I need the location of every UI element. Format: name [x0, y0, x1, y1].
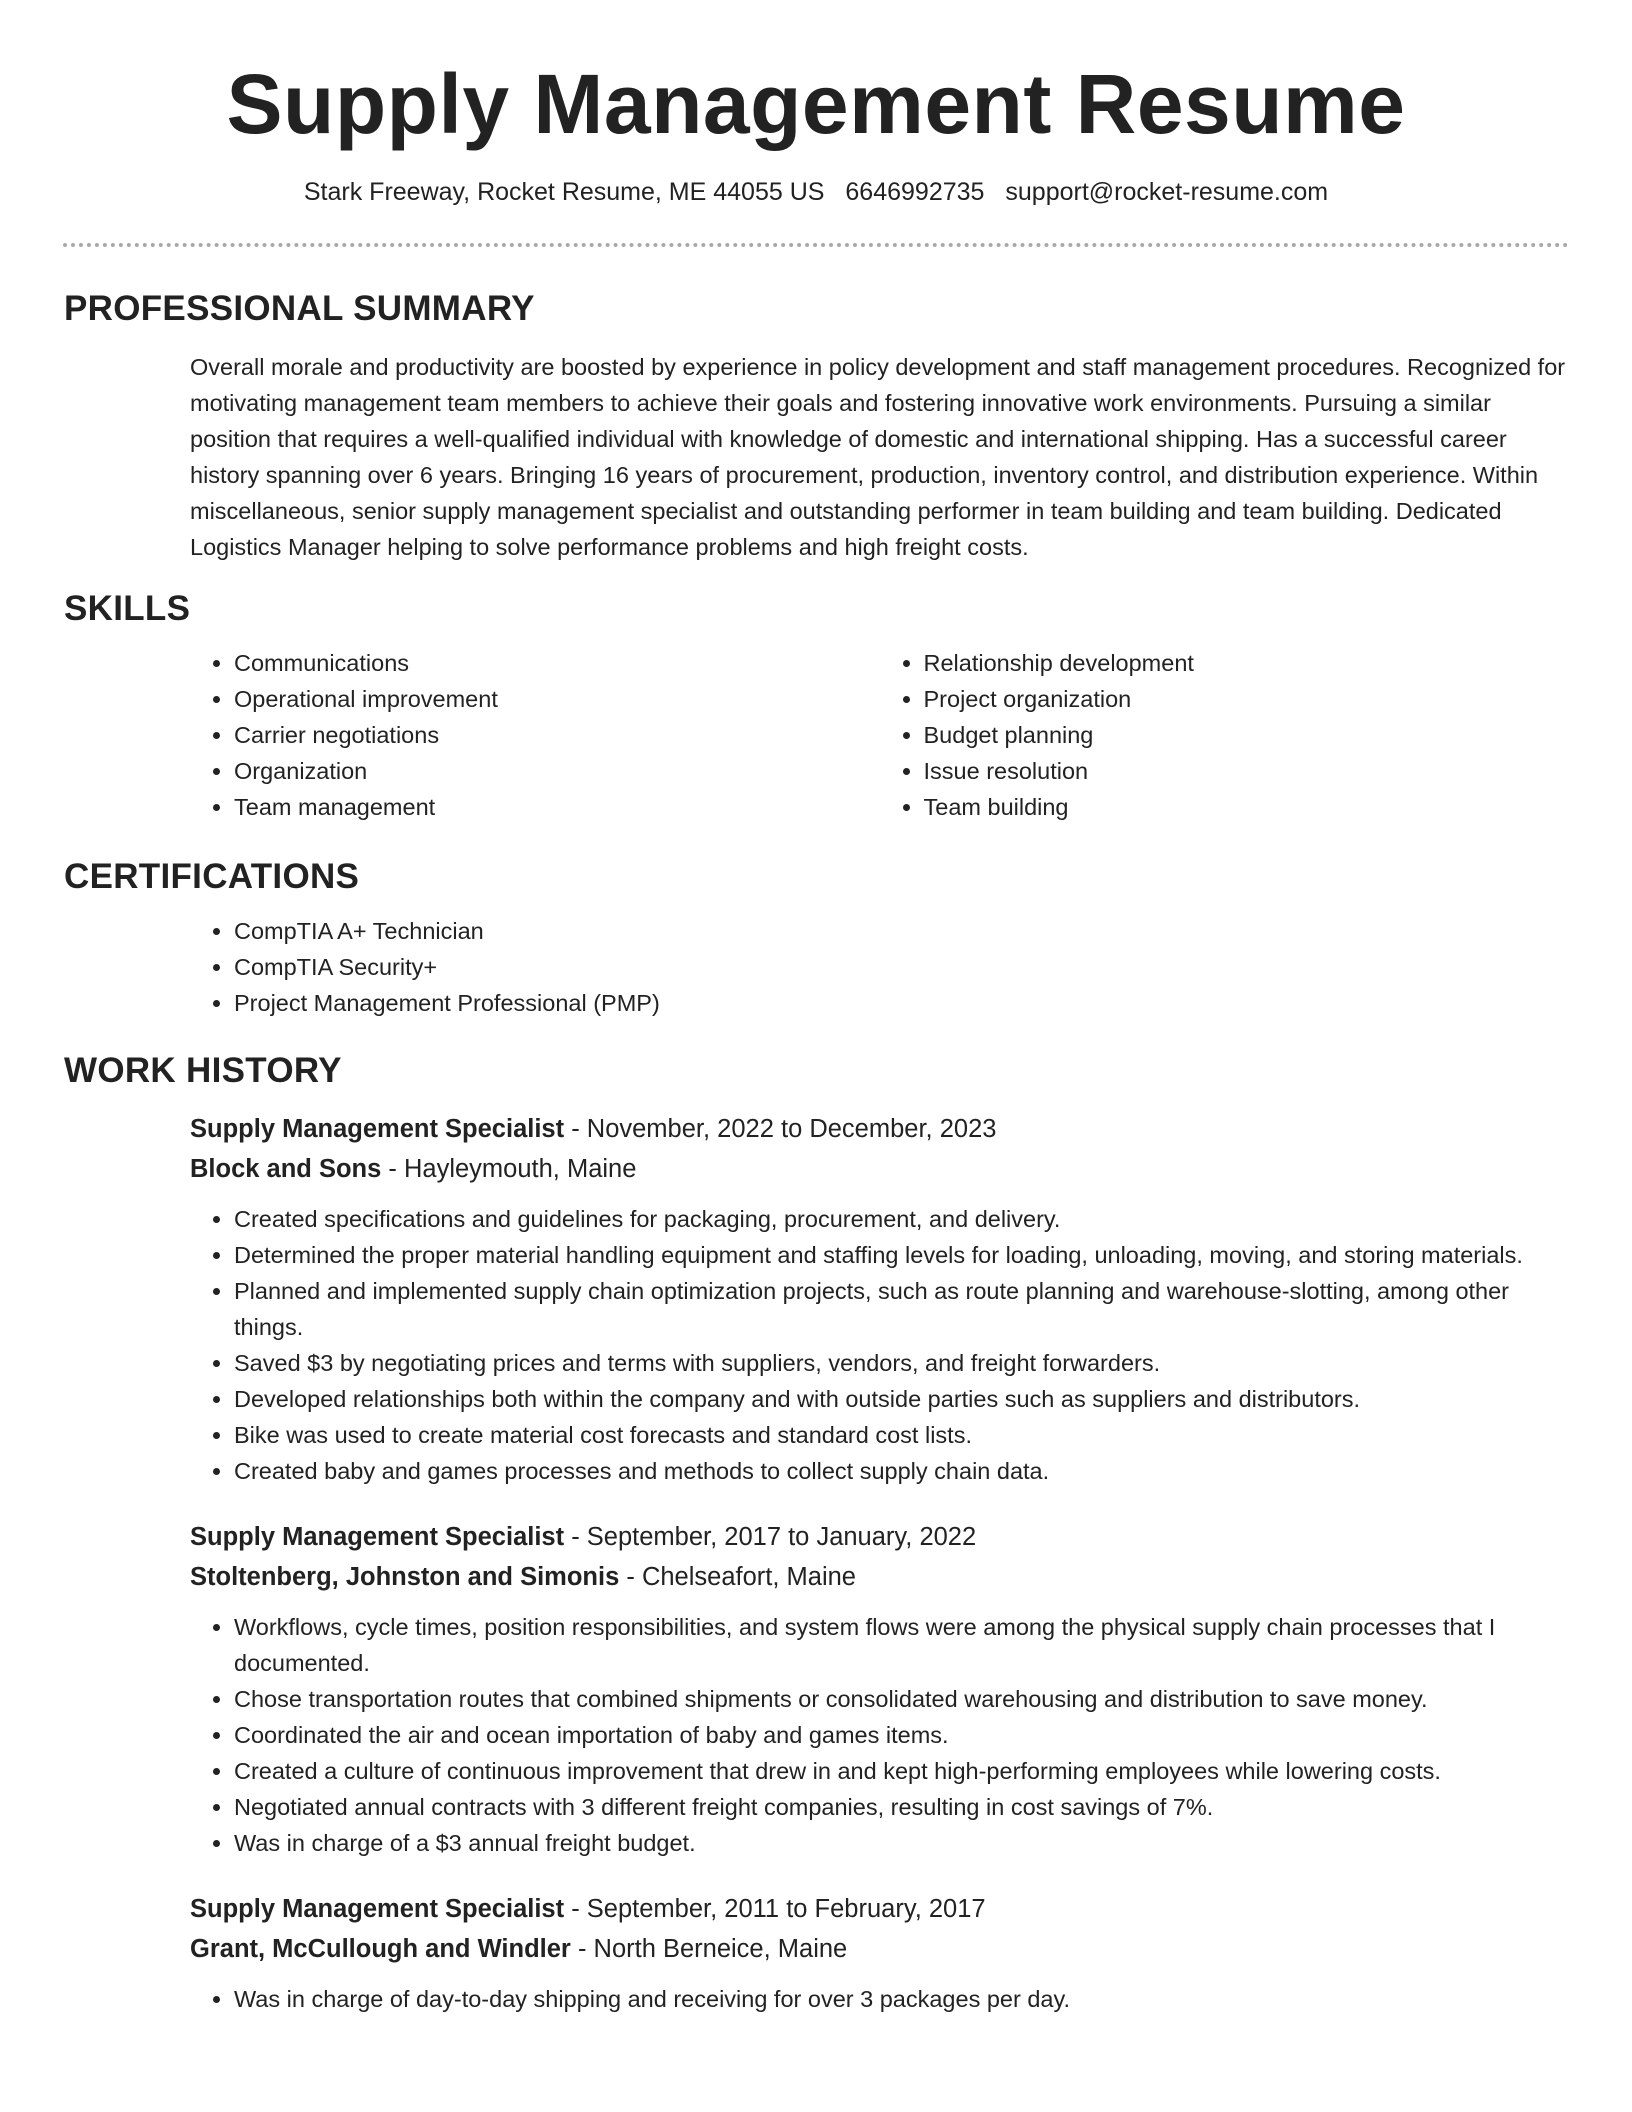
resume-title: Supply Management Resume — [226, 57, 1406, 151]
skills-list-right — [880, 645, 1570, 825]
job-title: Supply Management Specialist — [190, 1523, 565, 1552]
contact-line — [0, 178, 1632, 207]
job-company-line — [190, 1149, 1569, 1189]
skill-item: • Team building — [924, 789, 1570, 825]
skill-item: • Budget planning — [924, 717, 1570, 753]
skill-item: • Operational improvement — [234, 681, 880, 717]
job-title: Supply Management Specialist — [190, 1115, 565, 1144]
job-title-line — [190, 1109, 1569, 1149]
job-dates: - November, 2022 to December, 2023 — [571, 1115, 997, 1144]
skill-item: • Organization — [234, 753, 880, 789]
skill-item: • Relationship development — [924, 645, 1570, 681]
certification-item: • CompTIA Security+ — [234, 949, 1569, 985]
skill-item: • Issue resolution — [924, 753, 1570, 789]
certifications-heading: CERTIFICATIONS — [64, 857, 360, 897]
job-bullet: • Determined the proper material handling equipment and staffing levels for loading, unloading, moving, and storing materials. — [234, 1237, 1569, 1273]
job-dates: - September, 2011 to February, 2017 — [571, 1895, 986, 1924]
job-location: - Chelseafort, Maine — [626, 1563, 856, 1592]
job-company: Stoltenberg, Johnston and Simonis — [190, 1563, 620, 1592]
job-bullet: • Bike was used to create material cost forecasts and standard cost lists. — [234, 1417, 1569, 1453]
job-bullet: • Was in charge of day-to-day shipping and receiving for over 3 packages per day. — [234, 1981, 1569, 2017]
job-company-line — [190, 1557, 1569, 1597]
certifications-block — [190, 913, 1569, 1021]
job-bullet-list — [190, 1981, 1569, 2017]
skills-list-left — [190, 645, 880, 825]
skill-item: • Project organization — [924, 681, 1570, 717]
skill-item: • Team management — [234, 789, 880, 825]
job-bullet: • Developed relationships both within the company and with outside parties such as suppliers and distributors. — [234, 1381, 1569, 1417]
job-entry — [190, 1889, 1569, 2017]
contact-phone: 6646992735 — [845, 178, 985, 207]
job-bullet: • Was in charge of a $3 annual freight budget. — [234, 1825, 1569, 1861]
job-location: - Hayleymouth, Maine — [388, 1155, 637, 1184]
job-company: Block and Sons — [190, 1155, 382, 1184]
job-company: Grant, McCullough and Windler — [190, 1935, 571, 1964]
job-title: Supply Management Specialist — [190, 1895, 565, 1924]
job-bullet: • Created a culture of continuous improvement that drew in and kept high-performing employees while lowering costs. — [234, 1753, 1569, 1789]
certification-item: • Project Management Professional (PMP) — [234, 985, 1569, 1021]
job-bullet: • Workflows, cycle times, position responsibilities, and system flows were among the physical supply chain processes that I documented. — [234, 1609, 1569, 1681]
skills-columns — [190, 645, 1569, 825]
summary-heading: PROFESSIONAL SUMMARY — [64, 289, 535, 329]
summary-text: Overall morale and productivity are boosted by experience in policy development and staff management procedures. Recognized for motivating management team members to achieve their goals and fostering innovative work environments. Pursuing a similar position that requires a well-qualified individual with knowledge of domestic and international shipping. Has a successful career history spanning over 6 years. Bringing 16 years of procurement, production, inventory control, and distribution experience. Within miscellaneous, senior supply management specialist and outstanding performer in team building and team building. Dedicated Logistics Manager helping to solve performance problems and high freight costs. — [190, 354, 1566, 561]
certifications-list — [190, 913, 1569, 1021]
contact-email: support@rocket-resume.com — [1005, 178, 1329, 207]
job-company-line — [190, 1929, 1569, 1969]
header-divider — [63, 243, 1569, 247]
job-bullet: • Planned and implemented supply chain optimization projects, such as route planning and warehouse-slotting, among other things. — [234, 1273, 1569, 1345]
job-title-line — [190, 1889, 1569, 1929]
job-dates: - September, 2017 to January, 2022 — [571, 1523, 977, 1552]
job-entry — [190, 1109, 1569, 1489]
job-bullet: • Chose transportation routes that combined shipments or consolidated warehousing and distribution to save money. — [234, 1681, 1569, 1717]
job-bullet-list — [190, 1201, 1569, 1489]
job-bullet: • Saved $3 by negotiating prices and terms with suppliers, vendors, and freight forwarders. — [234, 1345, 1569, 1381]
job-bullet: • Coordinated the air and ocean importation of baby and games items. — [234, 1717, 1569, 1753]
job-location: - North Berneice, Maine — [577, 1935, 848, 1964]
certification-item: • CompTIA A+ Technician — [234, 913, 1569, 949]
contact-address: Stark Freeway, Rocket Resume, ME 44055 US — [303, 178, 825, 207]
job-title-line — [190, 1517, 1569, 1557]
job-bullet-list — [190, 1609, 1569, 1861]
job-bullet: • Negotiated annual contracts with 3 different freight companies, resulting in cost savings of 7%. — [234, 1789, 1569, 1825]
job-entry — [190, 1517, 1569, 1861]
work-history-heading: WORK HISTORY — [64, 1051, 342, 1091]
job-bullet: • Created baby and games processes and methods to collect supply chain data. — [234, 1453, 1569, 1489]
job-bullet: • Created specifications and guidelines for packaging, procurement, and delivery. — [234, 1201, 1569, 1237]
skill-item: • Carrier negotiations — [234, 717, 880, 753]
skill-item: • Communications — [234, 645, 880, 681]
skills-heading: SKILLS — [64, 589, 191, 629]
